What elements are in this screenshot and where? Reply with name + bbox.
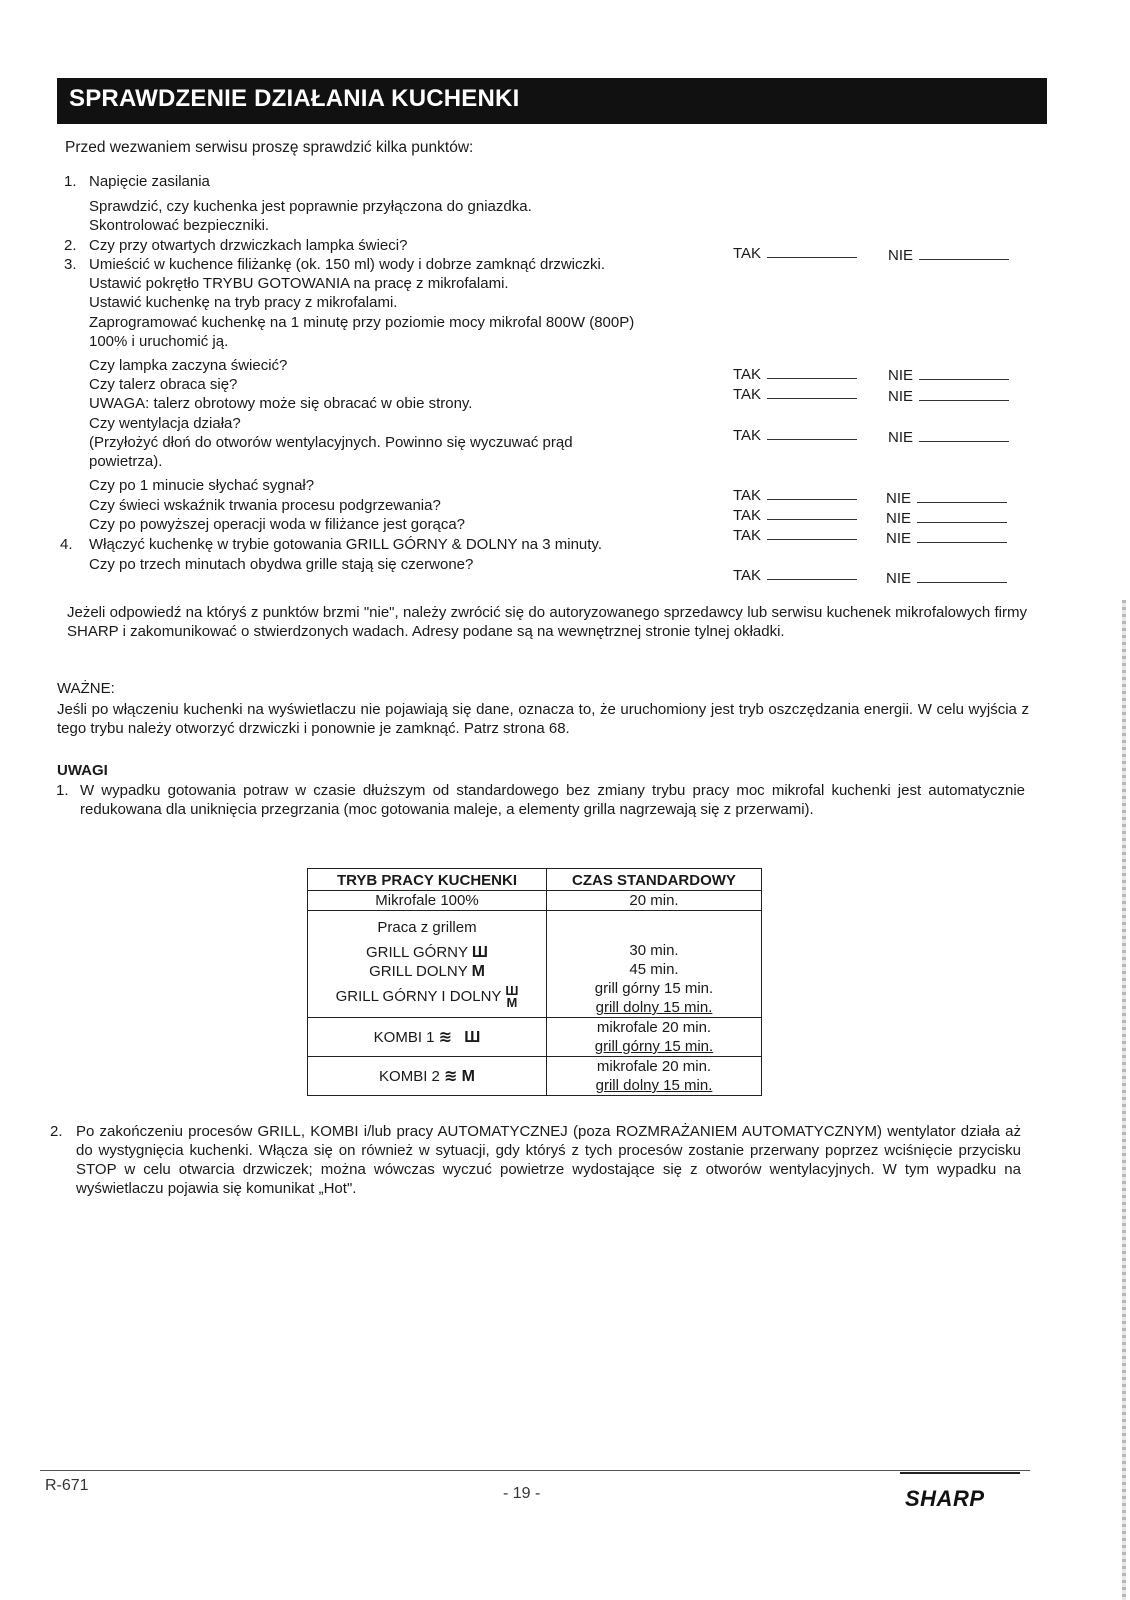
footer-divider: [40, 1470, 1030, 1471]
bottom-grill-icon: M: [461, 1067, 475, 1085]
answer-no-field[interactable]: NIE: [888, 429, 1009, 446]
section-header-bar: [57, 78, 1047, 124]
page-number: - 19 -: [503, 1485, 541, 1502]
table-cell: Mikrofale 100%: [308, 891, 547, 911]
grill-heading: Praca z grillem: [377, 918, 477, 936]
note-paragraph: Po zakończeniu procesów GRILL, KOMBI i/lub pracy AUTOMATYCZNEJ (poza ROZMRAŻANIEM AUTOMATYCZNYM) wentylator działa aż do wystygnięcia kuchenki. Włącza się on również w sytuacji, gdy któryś z tych procesów zostanie przerwany poprzez wciśnięcie przycisku STOP w celu otwarcia drzwiczek; można wówczas wyczuć powietrze wydostające się z otworów wentylacyjnych. W tym wypadku na wyświetlaczu pojawia się komunikat „Hot".: [76, 1123, 1021, 1197]
table-cell: [308, 1057, 547, 1096]
table-cell: [547, 1057, 762, 1096]
grill-top-row: [312, 943, 542, 962]
scan-edge: [1122, 600, 1126, 1600]
list-item: Zaprogramować kuchenkę na 1 minutę przy poziomie mocy mikrofal 800W (800P): [89, 314, 635, 331]
top-grill-icon: Ш: [505, 982, 519, 998]
answer-yes-field[interactable]: TAK: [733, 527, 857, 544]
time-line: grill dolny 15 min.: [595, 1077, 713, 1094]
answer-no-field[interactable]: NIE: [886, 490, 1007, 507]
important-paragraph: Jeśli po włączeniu kuchenki na wyświetlaczu nie pojawiają się dane, oznacza to, że uruchomiony jest tryb oszczędzania energii. W celu wyjścia z tego trybu należy otworzyć drzwiczki i ponownie je zamknąć. Patrz strona 68.: [57, 701, 1029, 737]
list-item: UWAGA: talerz obrotowy może się obracać w obie strony.: [89, 395, 473, 412]
grill-top-label: GRILL GÓRNY: [366, 943, 468, 961]
list-item-number: 4.: [60, 536, 73, 553]
answer-yes-field[interactable]: TAK: [733, 427, 857, 444]
top-grill-icon: Ш: [464, 1028, 481, 1046]
answer-yes-field[interactable]: TAK: [733, 245, 857, 262]
table-cell: [547, 1018, 762, 1057]
list-item-number: 2.: [64, 237, 77, 254]
grill-both-label: GRILL GÓRNY I DOLNY: [335, 987, 502, 1005]
list-item: Czy świeci wskaźnik trwania procesu podgrzewania?: [89, 497, 441, 514]
list-item: Włączyć kuchenkę w trybie gotowania GRILL GÓRNY & DOLNY na 3 minuty.: [89, 536, 602, 553]
time-line: grill dolny 15 min.: [595, 999, 713, 1016]
list-item: (Przyłożyć dłoń do otworów wentylacyjnych. Powinno się wyczuwać prąd: [89, 434, 573, 451]
answer-no-field[interactable]: NIE: [886, 530, 1007, 547]
list-item: 100% i uruchomić ją.: [89, 333, 229, 350]
list-item: Czy po powyższej operacji woda w filiżance jest gorąca?: [89, 516, 466, 533]
footer-divider: [900, 1472, 1020, 1474]
answer-no-field[interactable]: NIE: [888, 247, 1009, 264]
answer-no-field[interactable]: NIE: [886, 570, 1007, 587]
time-line: grill górny 15 min.: [594, 980, 714, 997]
table-cell: 20 min.: [547, 891, 762, 911]
microwave-icon: ≋: [444, 1067, 458, 1085]
list-item: Czy wentylacja działa?: [89, 415, 241, 432]
list-item-number: 3.: [64, 256, 77, 273]
table-cell: [547, 911, 762, 1018]
important-heading: WAŻNE:: [57, 680, 115, 697]
answer-no-field[interactable]: NIE: [888, 388, 1009, 405]
answer-yes-field[interactable]: TAK: [733, 366, 857, 383]
list-item: Skontrolować bezpieczniki.: [89, 217, 270, 234]
table-row: [308, 1018, 762, 1057]
list-item: Czy po trzech minutach obydwa grille stają się czerwone?: [89, 556, 474, 573]
table-row: [308, 911, 762, 1018]
table-row: [308, 891, 762, 911]
list-item: Czy lampka zaczyna świecić?: [89, 357, 288, 374]
note-paragraph: W wypadku gotowania potraw w czasie dłuższym od standardowego bez zmiany trybu pracy moc mikrofal kuchenki jest automatycznie redukowana dla uniknięcia przegrzania (moc gotowania maleje, a elementy grilla nagrzewają się z przerwami).: [80, 782, 1025, 818]
time-line: mikrofale 20 min.: [596, 1019, 712, 1036]
microwave-icon: ≋: [438, 1028, 453, 1046]
list-item-number: 1.: [64, 173, 77, 190]
section-title: SPRAWDZENIE DZIAŁANIA KUCHENKI: [69, 85, 520, 112]
model-number: R-671: [45, 1477, 89, 1494]
grill-bottom-label: GRILL DOLNY: [369, 962, 468, 980]
table-cell: [308, 1018, 547, 1057]
kombi2-label: KOMBI 2: [379, 1067, 440, 1085]
list-item: Sprawdzić, czy kuchenka jest poprawnie przyłączona do gniazdka.: [89, 198, 532, 215]
answer-yes-field[interactable]: TAK: [733, 386, 857, 403]
answer-yes-field[interactable]: TAK: [733, 567, 857, 584]
note-number: 2.: [50, 1123, 63, 1140]
time-line: 45 min.: [629, 961, 679, 978]
list-item: Ustawić kuchenkę na tryb pracy z mikrofalami.: [89, 294, 398, 311]
top-grill-icon: Ш: [471, 943, 488, 961]
table-header-time: CZAS STANDARDOWY: [547, 869, 762, 891]
answer-yes-field[interactable]: TAK: [733, 487, 857, 504]
table-header-mode: TRYB PRACY KUCHENKI: [308, 869, 547, 891]
bottom-grill-icon: M: [506, 994, 518, 1010]
table-cell: [308, 911, 547, 1018]
bottom-grill-icon: M: [471, 962, 485, 980]
answer-no-field[interactable]: NIE: [888, 367, 1009, 384]
answer-yes-field[interactable]: TAK: [733, 507, 857, 524]
time-line: mikrofale 20 min.: [596, 1058, 712, 1075]
list-item: Ustawić pokrętło TRYBU GOTOWANIA na pracę z mikrofalami.: [89, 275, 509, 292]
list-item: Czy talerz obraca się?: [89, 376, 238, 393]
list-item: Czy przy otwartych drzwiczkach lampka świeci?: [89, 237, 408, 254]
list-item: Napięcie zasilania: [89, 173, 210, 190]
note-number: 1.: [56, 782, 69, 799]
table-header-row: [308, 869, 762, 891]
table-row: [308, 1057, 762, 1096]
list-item: Umieścić w kuchence filiżankę (ok. 150 ml) wody i dobrze zamknąć drzwiczki.: [89, 256, 606, 273]
time-line: grill górny 15 min.: [594, 1038, 714, 1055]
cooking-modes-table: [307, 868, 762, 1096]
list-item: Czy po 1 minucie słychać sygnał?: [89, 477, 315, 494]
list-item: powietrza).: [89, 453, 163, 470]
followup-paragraph: Jeżeli odpowiedź na któryś z punktów brzmi "nie", należy zwrócić się do autoryzowanego sprzedawcy lub serwisu kuchenek mikrofalowych firmy SHARP i zakomunikować o stwierdzonych wadach. Adresy podane są na wewnętrznej stronie tylnej okładki.: [67, 604, 1027, 640]
kombi1-label: KOMBI 1: [373, 1028, 435, 1046]
intro-text: Przed wezwaniem serwisu proszę sprawdzić kilka punktów:: [65, 139, 474, 156]
grill-both-row: [312, 982, 542, 1010]
notes-heading: UWAGI: [57, 762, 108, 779]
time-line: 30 min.: [629, 942, 679, 959]
brand-logo: SHARP: [905, 1486, 985, 1511]
grill-bottom-row: [312, 962, 542, 981]
answer-no-field[interactable]: NIE: [886, 510, 1007, 527]
